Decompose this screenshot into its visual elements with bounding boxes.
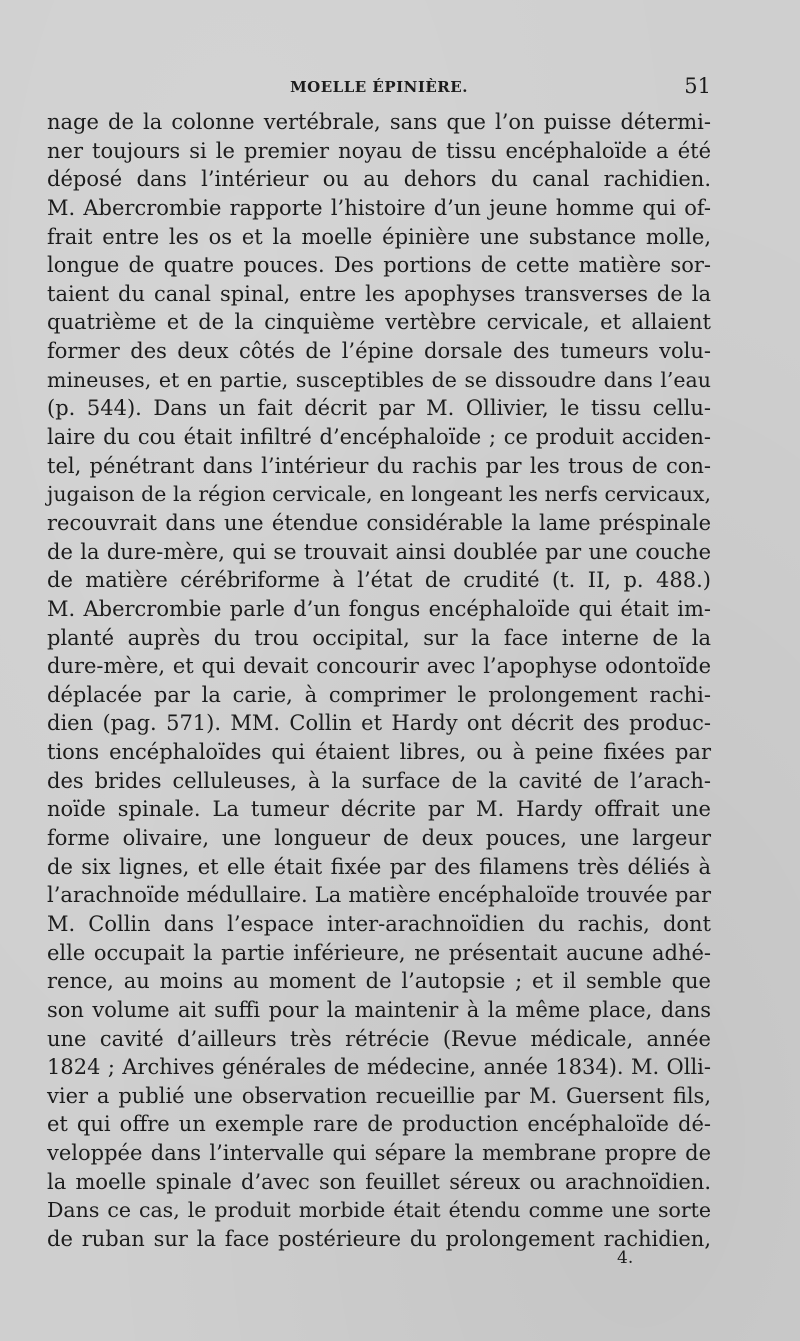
- text-line: son volume ait suffi pour la maintenir à la même place, dans: [47, 997, 711, 1022]
- text-line: une cavité d’ailleurs très rétrécie (Revue médicale, année: [47, 1026, 711, 1051]
- text-line: tions encéphaloïdes qui étaient libres, ou à peine fixées par: [47, 740, 711, 765]
- text-line: former des deux côtés de l’épine dorsale des tumeurs volu-: [47, 339, 711, 364]
- text-line: ner toujours si le premier noyau de tissu encéphaloïde a été: [47, 138, 711, 163]
- text-line: planté auprès du trou occipital, sur la face interne de la: [47, 625, 711, 650]
- text-line: de matière cérébriforme à l’état de crudité (t. II, p. 488.): [47, 568, 711, 593]
- text-line: quatrième et de la cinquième vertèbre cervicale, et allaient: [47, 310, 711, 335]
- text-line: jugaison de la région cervicale, en longeant les nerfs cervicaux,: [47, 482, 711, 507]
- text-line: et qui offre un exemple rare de production encéphaloïde dé-: [47, 1112, 711, 1137]
- page-header: [47, 74, 711, 104]
- text-line: 1824 ; Archives générales de médecine, année 1834). M. Olli-: [47, 1055, 711, 1080]
- text-line: vier a publié une observation recueillie par M. Guersent fils,: [47, 1083, 711, 1108]
- text-line: la moelle spinale d’avec son feuillet séreux ou arachnoïdien.: [47, 1169, 711, 1194]
- text-line: M. Collin dans l’espace inter-arachnoïdien du rachis, dont: [47, 911, 711, 936]
- text-line: veloppée dans l’intervalle qui sépare la membrane propre de: [47, 1141, 711, 1166]
- text-line: de six lignes, et elle était fixée par des filamens très déliés à: [47, 854, 711, 879]
- text-line: des brides celluleuses, à la surface de la cavité de l’arach-: [47, 768, 711, 793]
- text-line: rence, au moins au moment de l’autopsie ; et il semble que: [47, 969, 711, 994]
- text-line: frait entre les os et la moelle épinière une substance molle,: [47, 224, 711, 249]
- text-line: laire du cou était infiltré d’encéphaloïde ; ce produit acciden-: [47, 425, 711, 450]
- text-line: dure-mère, et qui devait concourir avec l’apophyse odontoïde: [47, 654, 711, 679]
- text-line: recouvrait dans une étendue considérable la lame préspinale: [47, 510, 711, 535]
- text-line: (p. 544). Dans un fait décrit par M. Ollivier, le tissu cellu-: [47, 396, 711, 421]
- text-line: tel, pénétrant dans l’intérieur du rachis par les trous de con-: [47, 453, 711, 478]
- text-line: de ruban sur la face postérieure du prolongement rachidien,: [47, 1226, 711, 1251]
- page-number: 51: [684, 74, 711, 98]
- text-line: forme olivaire, une longueur de deux pouces, une largeur: [47, 826, 711, 851]
- text-line: dien (pag. 571). MM. Collin et Hardy ont décrit des produc-: [47, 711, 711, 736]
- text-line: noïde spinale. La tumeur décrite par M. Hardy offrait une: [47, 797, 711, 822]
- text-line: déposé dans l’intérieur ou au dehors du canal rachidien.: [47, 167, 711, 192]
- body-text: [47, 108, 711, 1254]
- text-line: nage de la colonne vertébrale, sans que l’on puisse détermi-: [47, 110, 711, 134]
- text-line: taient du canal spinal, entre les apophyses transverses de la: [47, 281, 711, 306]
- text-line: de la dure-mère, qui se trouvait ainsi doublée par une couche: [47, 539, 711, 564]
- text-line: Dans ce cas, le produit morbide était étendu comme une sorte: [47, 1198, 711, 1223]
- text-line: déplacée par la carie, à comprimer le prolongement rachi-: [47, 682, 711, 707]
- text-line: M. Abercrombie parle d’un fongus encéphaloïde qui était im-: [47, 596, 711, 621]
- running-title: MOELLE ÉPINIÈRE.: [290, 78, 468, 96]
- text-line: elle occupait la partie inférieure, ne présentait aucune adhé-: [47, 940, 711, 965]
- text-line: longue de quatre pouces. Des portions de cette matière sor-: [47, 253, 711, 278]
- text-line: mineuses, et en partie, susceptibles de se dissoudre dans l’eau: [47, 367, 711, 392]
- text-line: M. Abercrombie rapporte l’histoire d’un jeune homme qui of-: [47, 195, 711, 220]
- signature-mark: 4.: [617, 1248, 634, 1268]
- text-line: l’arachnoïde médullaire. La matière encéphaloïde trouvée par: [47, 883, 711, 908]
